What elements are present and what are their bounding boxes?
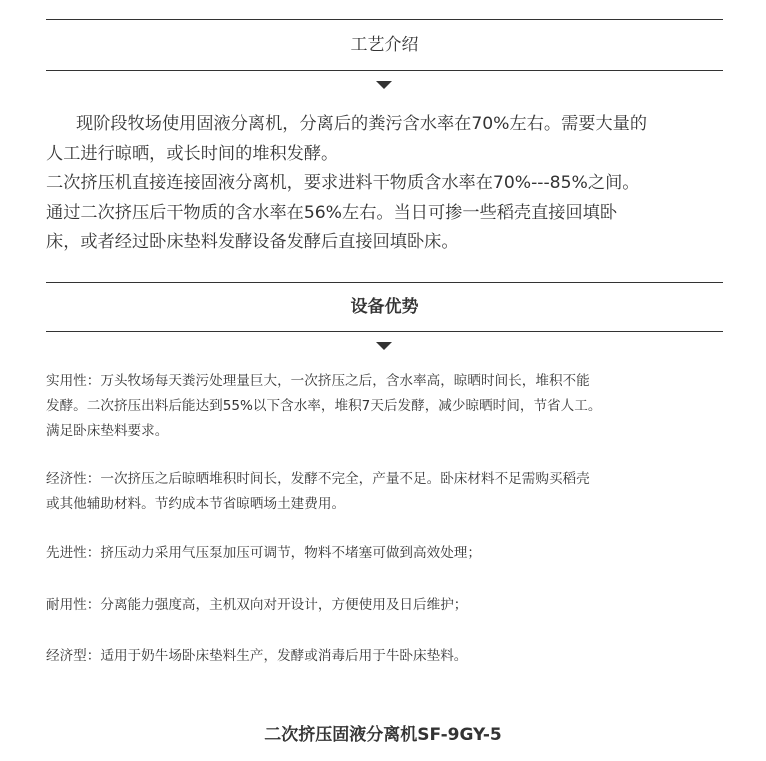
- process-line: 二次挤压机直接连接固液分离机，要求进料干物质含水率在70%---85%之间。: [46, 173, 640, 194]
- process-bottom-rule: [46, 70, 723, 71]
- advantage-line: 实用性：万头牧场每天粪污处理量巨大，一次挤压之后，含水率高，晾晒时间长，堆积不能: [46, 373, 590, 389]
- advantage-economic-type: [46, 644, 730, 669]
- advantage-economy: [46, 467, 730, 517]
- process-line: 通过二次挤压后干物质的含水率在56%左右。当日可掺一些稻壳直接回填卧: [46, 202, 618, 223]
- advantages-section-title: 设备优势: [350, 297, 419, 317]
- product-title: 二次挤压固液分离机SF-9GY-5: [264, 725, 502, 745]
- advantage-advanced: [46, 541, 730, 566]
- advantage-line: 或其他辅助材料。节约成本节省晾晒场土建费用。: [46, 496, 346, 512]
- process-section-title: 工艺介绍: [350, 35, 419, 55]
- advantage-line: 满足卧床垫料要求。: [46, 423, 169, 439]
- triangle-down-icon: [376, 342, 392, 350]
- advantage-line: 发酵。二次挤压出料后能达到55%以下含水率，堆积7天后发酵，减少晾晒时间，节省人工。: [46, 398, 602, 414]
- process-line: 现阶段牧场使用固液分离机，分离后的粪污含水率在70%左右。需要大量的: [76, 114, 648, 134]
- advantage-practicality: [46, 369, 730, 444]
- triangle-down-icon: [376, 81, 392, 89]
- process-line: 床，或者经过卧床垫料发酵设备发酵后直接回填卧床。: [46, 232, 459, 253]
- advantage-durability: [46, 593, 730, 618]
- advantage-line: 耐用性：分离能力强度高，主机双向对开设计，方便使用及日后维护；: [46, 597, 468, 613]
- process-line: 人工进行晾晒，或长时间的堆积发酵。: [46, 143, 339, 164]
- advantage-line: 经济性：一次挤压之后晾晒堆积时间长，发酵不完全，产量不足。卧床材料不足需购买稻壳: [46, 471, 590, 487]
- advantage-line: 经济型：适用于奶牛场卧床垫料生产，发酵或消毒后用于牛卧床垫料。: [46, 648, 468, 664]
- process-top-rule: [46, 19, 723, 20]
- advantage-line: 先进性：挤压动力采用气压泵加压可调节，物料不堵塞可做到高效处理；: [46, 545, 481, 561]
- advantages-top-rule: [46, 282, 723, 283]
- advantages-bottom-rule: [46, 331, 723, 332]
- process-description: [46, 110, 726, 258]
